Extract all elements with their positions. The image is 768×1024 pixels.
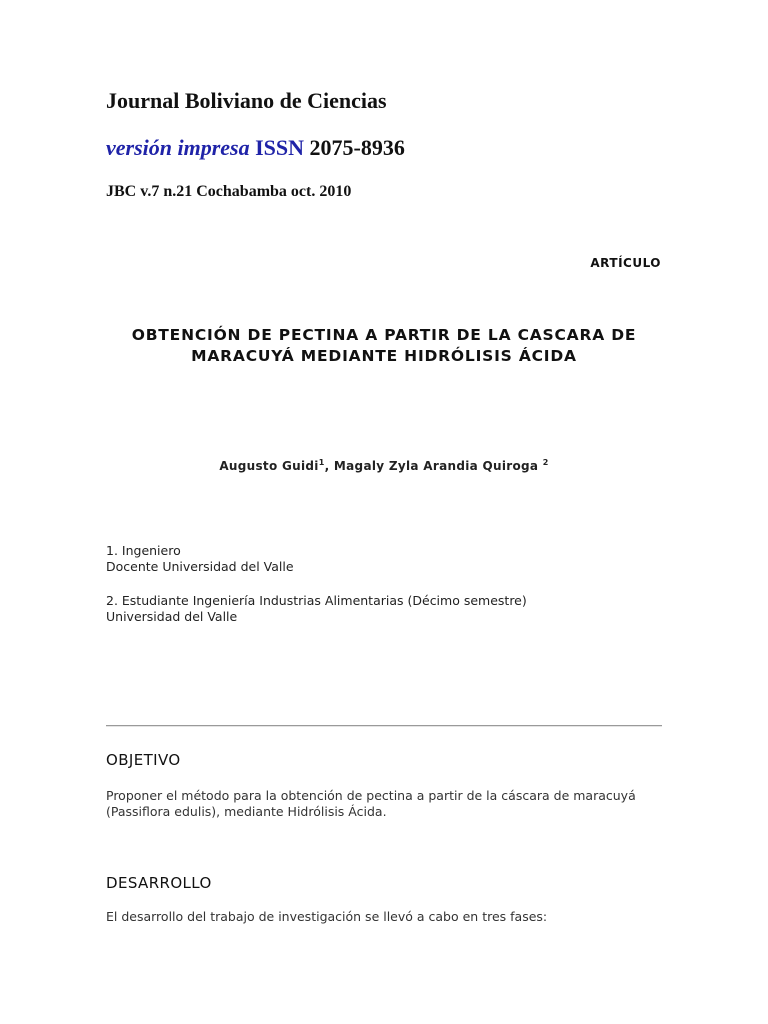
objetivo-paragraph: Proponer el método para la obtención de pectina a partir de la cáscara de maracuyá (Passiflora edulis), mediante Hidrólisis Ácida. <box>106 788 636 819</box>
issn-line <box>106 135 405 161</box>
affiliation-2 <box>106 593 527 625</box>
desarrollo-paragraph: El desarrollo del trabajo de investigación se llevó a cabo en tres fases: <box>106 909 548 924</box>
author-1-name: Augusto Guidi <box>219 459 319 473</box>
horizontal-divider <box>106 725 662 727</box>
article-title: OBTENCIÓN DE PECTINA A PARTIR DE LA CASCARA DE MARACUYÁ MEDIANTE HIDRÓLISIS ÁCIDA <box>131 326 637 365</box>
author-2-ref: 2 <box>542 458 549 467</box>
journal-citation: JBC v.7 n.21 Cochabamba oct. 2010 <box>106 183 352 200</box>
desarrollo-heading: DESARROLLO <box>106 874 212 892</box>
affiliation-1-line-1: 1. Ingeniero <box>106 543 181 558</box>
version-label: versión impresa <box>106 135 250 160</box>
journal-title: Journal Boliviano de Ciencias <box>106 88 387 113</box>
author-2-name: Magaly Zyla Arandia Quiroga <box>333 459 543 473</box>
author-separator: , <box>324 459 334 473</box>
section-type: ARTÍCULO <box>590 256 661 270</box>
affiliation-1-line-2: Docente Universidad del Valle <box>106 559 294 574</box>
objetivo-heading: OBJETIVO <box>106 751 181 769</box>
author-1-ref: 1 <box>318 458 325 467</box>
issn-number: 2075-8936 <box>309 135 405 160</box>
affiliation-2-line-1: 2. Estudiante Ingeniería Industrias Alimentarias (Décimo semestre) <box>106 593 527 608</box>
authors <box>106 458 662 473</box>
affiliation-2-line-2: Universidad del Valle <box>106 609 238 624</box>
affiliation-1 <box>106 543 294 575</box>
issn-label: ISSN <box>255 135 305 160</box>
